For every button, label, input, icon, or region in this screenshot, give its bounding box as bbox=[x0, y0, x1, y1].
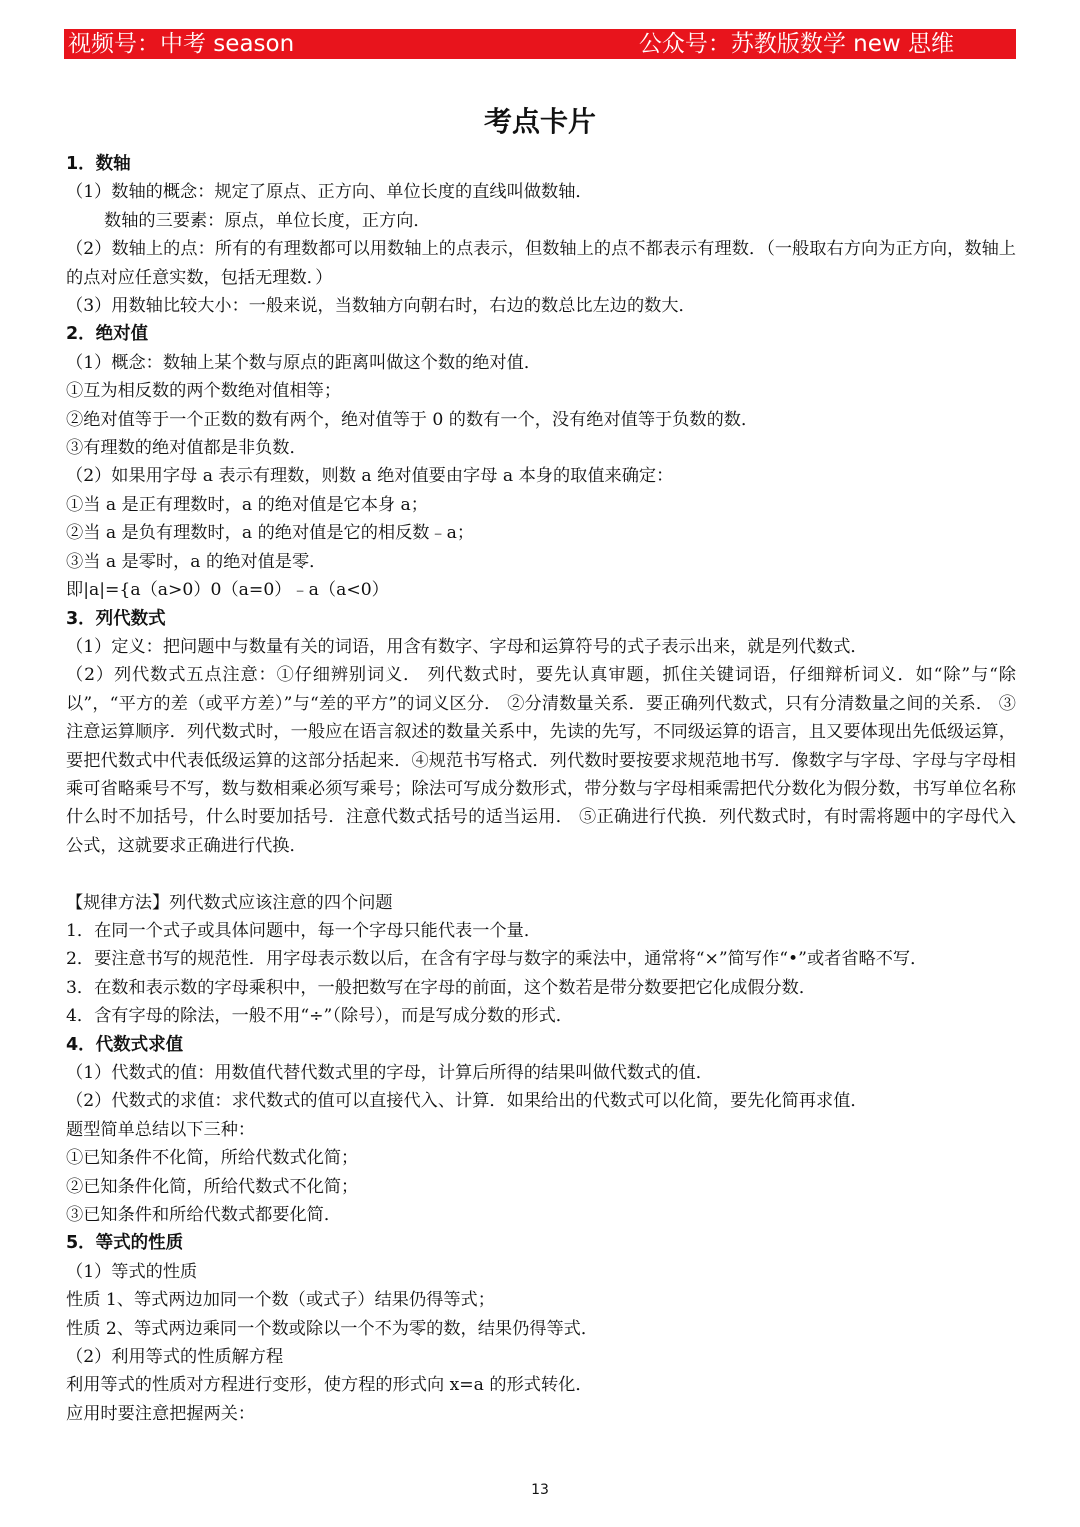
paragraph: （2）列代数式五点注意：①仔细辨别词义． 列代数式时，要先认真审题，抓住关键词语，仔细辩析词义．如“除”与“除以”，“平方的差（或平方差）”与“差的平方”的词义区分． ②分清数量关系．要正确列代数式，只有分清数量之间的关系． ③注意运算顺序．列代数式时，一般应在语言叙述的数量关系中，先读的先写，不同级运算的语言，且又要体现出先低级运算，要把代数式中代表低级运算的这部分括起来．④规范书写格式．列代数时要按要求规范地书写．像数字与字母、字母与字母相乘可省略乘号不写，数与数相乘必须写乘号；除法可写成分数形式，带分数与字母相乘需把代分数化为假分数，书写单位名称什么时不加括号，什么时要加括号．注意代数式括号的适当运用． ⑤正确进行代换．列代数式时，有时需将题中的字母代入公式，这就要求正确进行代换． bbox=[66, 665, 1016, 856]
page-title: 考点卡片 bbox=[483, 105, 596, 138]
document-body bbox=[66, 150, 1016, 1428]
paragraph: 应用时要注意把握两关： bbox=[66, 1403, 256, 1424]
formula: 即|a|={a（a>0）0（a=0）﹣a（a<0） bbox=[66, 580, 389, 601]
list-item: ②当 a 是负有理数时，a 的绝对值是它的相反数﹣a； bbox=[66, 523, 475, 544]
section-heading: 4．代数式求值 bbox=[66, 1034, 184, 1055]
paragraph: （2）利用等式的性质解方程 bbox=[66, 1347, 284, 1368]
paragraph: （2）代数式的求值：求代数式的值可以直接代入、计算．如果给出的代数式可以化简，要先化简再求值． bbox=[66, 1091, 868, 1112]
section-heading: 1．数轴 bbox=[66, 154, 131, 174]
list-item: ①当 a 是正有理数时，a 的绝对值是它本身 a； bbox=[66, 494, 428, 515]
list-item: 1．在同一个式子或具体问题中，每一个字母只能代表一个量． bbox=[66, 920, 542, 941]
section-heading: 2．绝对值 bbox=[66, 324, 149, 345]
paragraph: （1）定义：把问题中与数量有关的词语，用含有数字、字母和运算符号的式子表示出来，就是列代数式． bbox=[66, 636, 868, 657]
spacer bbox=[66, 860, 1016, 888]
paragraph: （1）等式的性质 bbox=[66, 1261, 198, 1282]
banner-right-text: 公众号：苏教版数学 new 思维 bbox=[638, 31, 954, 57]
paragraph: 【规律方法】列代数式应该注意的四个问题 bbox=[66, 892, 393, 913]
list-item: ③当 a 是零时，a 的绝对值是零． bbox=[66, 551, 327, 572]
paragraph: 利用等式的性质对方程进行变形，使方程的形式向 x=a 的形式转化． bbox=[66, 1375, 593, 1396]
list-item: 3．在数和表示数的字母乘积中，一般把数写在字母的前面，这个数若是带分数要把它化成假分数． bbox=[66, 977, 817, 998]
paragraph: 题型简单总结以下三种： bbox=[66, 1119, 256, 1140]
list-item: ①互为相反数的两个数绝对值相等； bbox=[66, 381, 342, 402]
paragraph: （2）如果用字母 a 表示有理数，则数 a 绝对值要由字母 a 本身的取值来确定： bbox=[66, 466, 674, 487]
list-item: 2．要注意书写的规范性．用字母表示数以后，在含有字母与数字的乘法中，通常将“×”简写作“•”或者省略不写． bbox=[66, 949, 928, 970]
header-banner bbox=[64, 29, 1016, 59]
paragraph: （1）代数式的值：用数值代替代数式里的字母，计算后所得的结果叫做代数式的值． bbox=[66, 1062, 713, 1083]
paragraph: （1）概念：数轴上某个数与原点的距离叫做这个数的绝对值． bbox=[66, 352, 542, 373]
section-heading: 5．等式的性质 bbox=[66, 1233, 184, 1254]
list-item: ①已知条件不化简，所给代数式化简； bbox=[66, 1148, 359, 1169]
page-number: 13 bbox=[531, 1482, 549, 1498]
paragraph: （1）数轴的概念：规定了原点、正方向、单位长度的直线叫做数轴． bbox=[66, 182, 593, 203]
section-heading: 3．列代数式 bbox=[66, 608, 166, 629]
paragraph: 数轴的三要素：原点，单位长度，正方向． bbox=[104, 210, 431, 231]
list-item: ③有理数的绝对值都是非负数． bbox=[66, 438, 307, 459]
paragraph: 性质 2、等式两边乘同一个数或除以一个不为零的数，结果仍得等式． bbox=[66, 1318, 599, 1339]
paragraph: （3）用数轴比较大小：一般来说，当数轴方向朝右时，右边的数总比左边的数大． bbox=[66, 296, 696, 317]
paragraph: （2）数轴上的点：所有的有理数都可以用数轴上的点表示，但数轴上的点不都表示有理数．（一般取右方向为正方向，数轴上的点对应任意实数，包括无理数．） bbox=[66, 239, 1016, 288]
paragraph: 性质 1、等式两边加同一个数（或式子）结果仍得等式； bbox=[66, 1290, 495, 1311]
banner-left-text: 视频号：中考 season bbox=[68, 31, 295, 57]
list-item: ②已知条件化简，所给代数式不化简； bbox=[66, 1176, 359, 1197]
list-item: ②绝对值等于一个正数的数有两个，绝对值等于 0 的数有一个，没有绝对值等于负数的数． bbox=[66, 409, 759, 430]
list-item: 4．含有字母的除法，一般不用“÷”（除号），而是写成分数的形式． bbox=[66, 1006, 573, 1027]
list-item: ③已知条件和所给代数式都要化简． bbox=[66, 1205, 342, 1226]
